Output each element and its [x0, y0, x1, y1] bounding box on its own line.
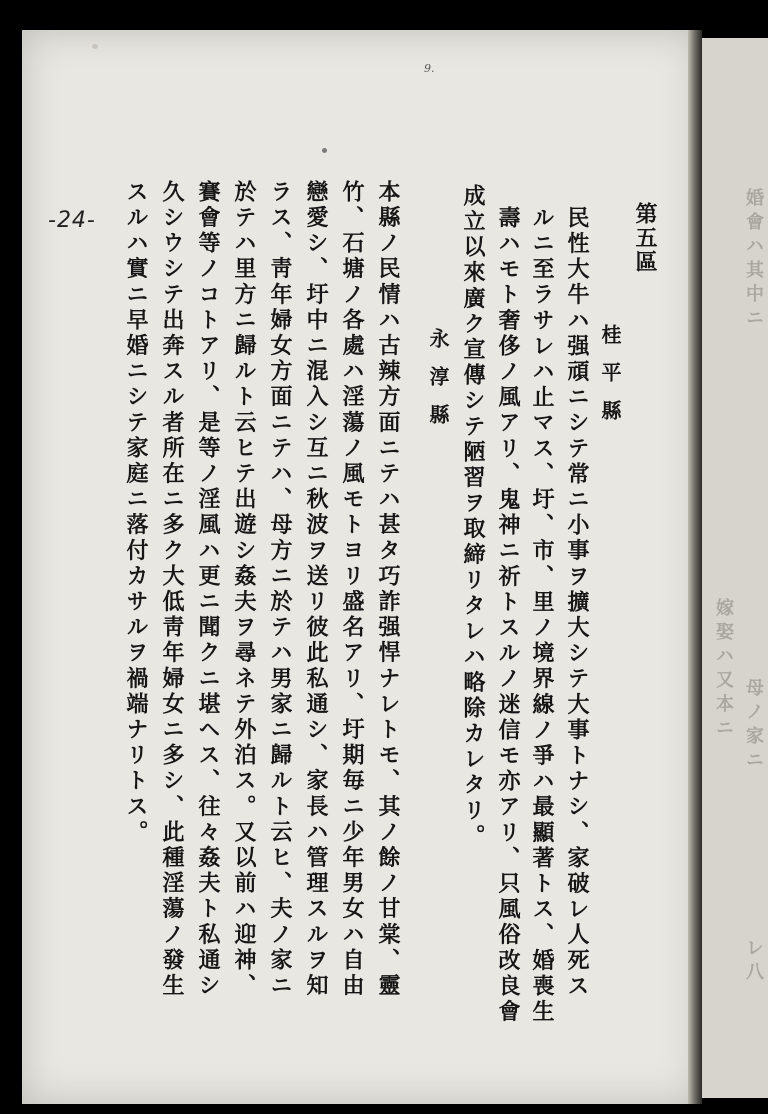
text-line: 久シウシテ出奔スル者所在ニ多ク大低靑年婦女ニ多シ、此種淫蕩ノ發生 — [159, 180, 185, 1000]
bleed-text-line: 嫁娶ハ又本ニ — [713, 598, 734, 742]
ink-speck — [322, 148, 327, 153]
text-line: 壽ハモト奢侈ノ風アリ、鬼神ニ祈トスルノ迷信モ亦アリ、只風俗改良會 — [495, 206, 521, 1026]
ink-speck — [92, 44, 98, 49]
bleed-text-line: 婚會ハ其中ニ — [743, 188, 764, 332]
bleed-text-line: レ八 — [743, 938, 764, 986]
page-top-mark: 9. — [424, 62, 435, 75]
section-heading-guiping: 桂平縣 — [598, 324, 622, 438]
district-heading: 第五區 — [632, 202, 658, 274]
next-page-edge — [702, 38, 768, 1098]
text-line: 民性大牛ハ强頑ニシテ常ニ小事ヲ擴大シテ大事トナシ、家破レ人死ス — [564, 206, 590, 1000]
page-number: -24- — [48, 208, 96, 233]
text-line: 本縣ノ民情ハ古辣方面ニテハ甚タ巧詐强悍ナレトモ、其ノ餘ノ甘棠、靈 — [375, 180, 401, 1000]
text-line: 成立以來廣ク宣傳シテ陋習ヲ取締リタレハ略除カレタリ。 — [460, 184, 486, 850]
book-gutter — [688, 30, 702, 1104]
text-line: 於テハ里方ニ歸ルト云ヒテ出遊シ姦夫ヲ尋ネテ外泊ス。又以前ハ迎神、 — [231, 180, 257, 1000]
text-line: ラス、靑年婦女方面ニテハ、母方ニ於テハ男家ニ歸ルト云ヒ、夫ノ家ニ — [267, 180, 293, 1000]
text-line: 賽會等ノコトアリ、是等ノ淫風ハ更ニ聞クニ堪ヘス、往々姦夫ト私通シ — [195, 180, 221, 1000]
bleed-text-line: 母ノ家ニ — [743, 678, 764, 774]
section-heading-yongchun: 永淳縣 — [426, 328, 450, 442]
text-line: スルハ實ニ早婚ニシテ家庭ニ落付カサルヲ禍端ナリトス。 — [123, 180, 149, 846]
text-line: 戀愛シ、圩中ニ混入シ互ニ秋波ヲ送リ彼此私通シ、家長ハ管理スルヲ知 — [303, 180, 329, 1000]
text-line: 竹、石塘ノ各處ハ淫蕩ノ風モトヨリ盛名アリ、圩期毎ニ少年男女ハ自由 — [339, 180, 365, 1000]
text-line: ルニ至ラサレハ止マス、圩、市、里ノ境界線ノ爭ハ最顯著トス、婚喪生 — [529, 206, 555, 1026]
